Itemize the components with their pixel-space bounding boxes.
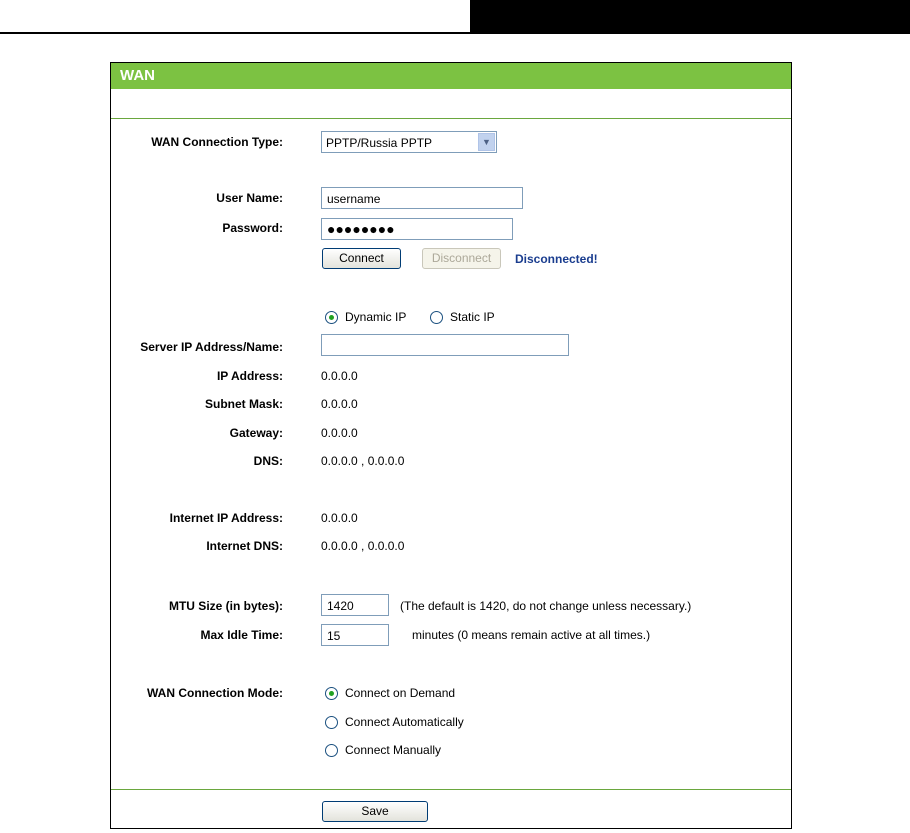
- panel-title: WAN: [111, 63, 791, 89]
- server-label: Server IP Address/Name:: [140, 340, 283, 354]
- divider-top: [111, 118, 791, 119]
- mtu-input[interactable]: 1420: [321, 594, 389, 616]
- static-ip-label: Static IP: [450, 310, 495, 324]
- internet-ip-value: 0.0.0.0: [321, 511, 358, 525]
- internet-ip-label: Internet IP Address:: [169, 511, 283, 525]
- password-label: Password:: [222, 221, 283, 235]
- dns-value: 0.0.0.0 , 0.0.0.0: [321, 454, 405, 468]
- idle-input[interactable]: 15: [321, 624, 389, 646]
- connect-on-demand-radio[interactable]: [325, 687, 338, 700]
- internet-dns-value: 0.0.0.0 , 0.0.0.0: [321, 539, 405, 553]
- static-ip-radio[interactable]: [430, 311, 443, 324]
- top-rule: [0, 32, 470, 34]
- chevron-down-icon[interactable]: ▼: [478, 133, 495, 151]
- username-label: User Name:: [216, 191, 283, 205]
- username-input[interactable]: username: [321, 187, 523, 209]
- idle-hint: minutes (0 means remain active at all times.): [412, 628, 651, 642]
- wan-type-select[interactable]: [321, 131, 497, 153]
- subnet-label: Subnet Mask:: [204, 397, 283, 411]
- subnet-value: 0.0.0.0: [321, 397, 358, 411]
- wan-settings-panel: [110, 62, 792, 829]
- top-black-bar: [470, 0, 910, 34]
- password-input[interactable]: [321, 218, 513, 240]
- mtu-label: MTU Size (in bytes):: [168, 599, 283, 613]
- wan-type-label: WAN Connection Type:: [151, 135, 283, 149]
- internet-dns-label: Internet DNS:: [206, 539, 283, 553]
- gateway-label: Gateway:: [229, 426, 283, 440]
- gateway-value: 0.0.0.0: [321, 426, 358, 440]
- mtu-hint: (The default is 1420, do not change unless necessary.): [400, 599, 692, 613]
- dynamic-ip-radio[interactable]: [325, 311, 338, 324]
- divider-bottom: [111, 789, 791, 790]
- disconnect-button[interactable]: Disconnect: [422, 248, 501, 269]
- ip-label: IP Address:: [216, 369, 283, 383]
- connect-automatically-label: Connect Automatically: [345, 715, 464, 729]
- save-button[interactable]: Save: [322, 801, 428, 822]
- password-mask: ●●●●●●●●: [327, 221, 395, 237]
- wan-type-selected: PPTP/Russia PPTP: [326, 136, 433, 150]
- wan-mode-label: WAN Connection Mode:: [147, 686, 283, 700]
- idle-label: Max Idle Time:: [200, 628, 283, 642]
- connect-automatically-radio[interactable]: [325, 716, 338, 729]
- connect-on-demand-label: Connect on Demand: [345, 686, 456, 700]
- connect-manually-radio[interactable]: [325, 744, 338, 757]
- ip-value: 0.0.0.0: [321, 369, 358, 383]
- server-input[interactable]: [321, 334, 569, 356]
- connect-manually-label: Connect Manually: [345, 743, 442, 757]
- connection-status: Disconnected!: [515, 252, 598, 266]
- dynamic-ip-label: Dynamic IP: [345, 310, 407, 324]
- dns-label: DNS:: [253, 454, 283, 468]
- connect-button[interactable]: Connect: [322, 248, 401, 269]
